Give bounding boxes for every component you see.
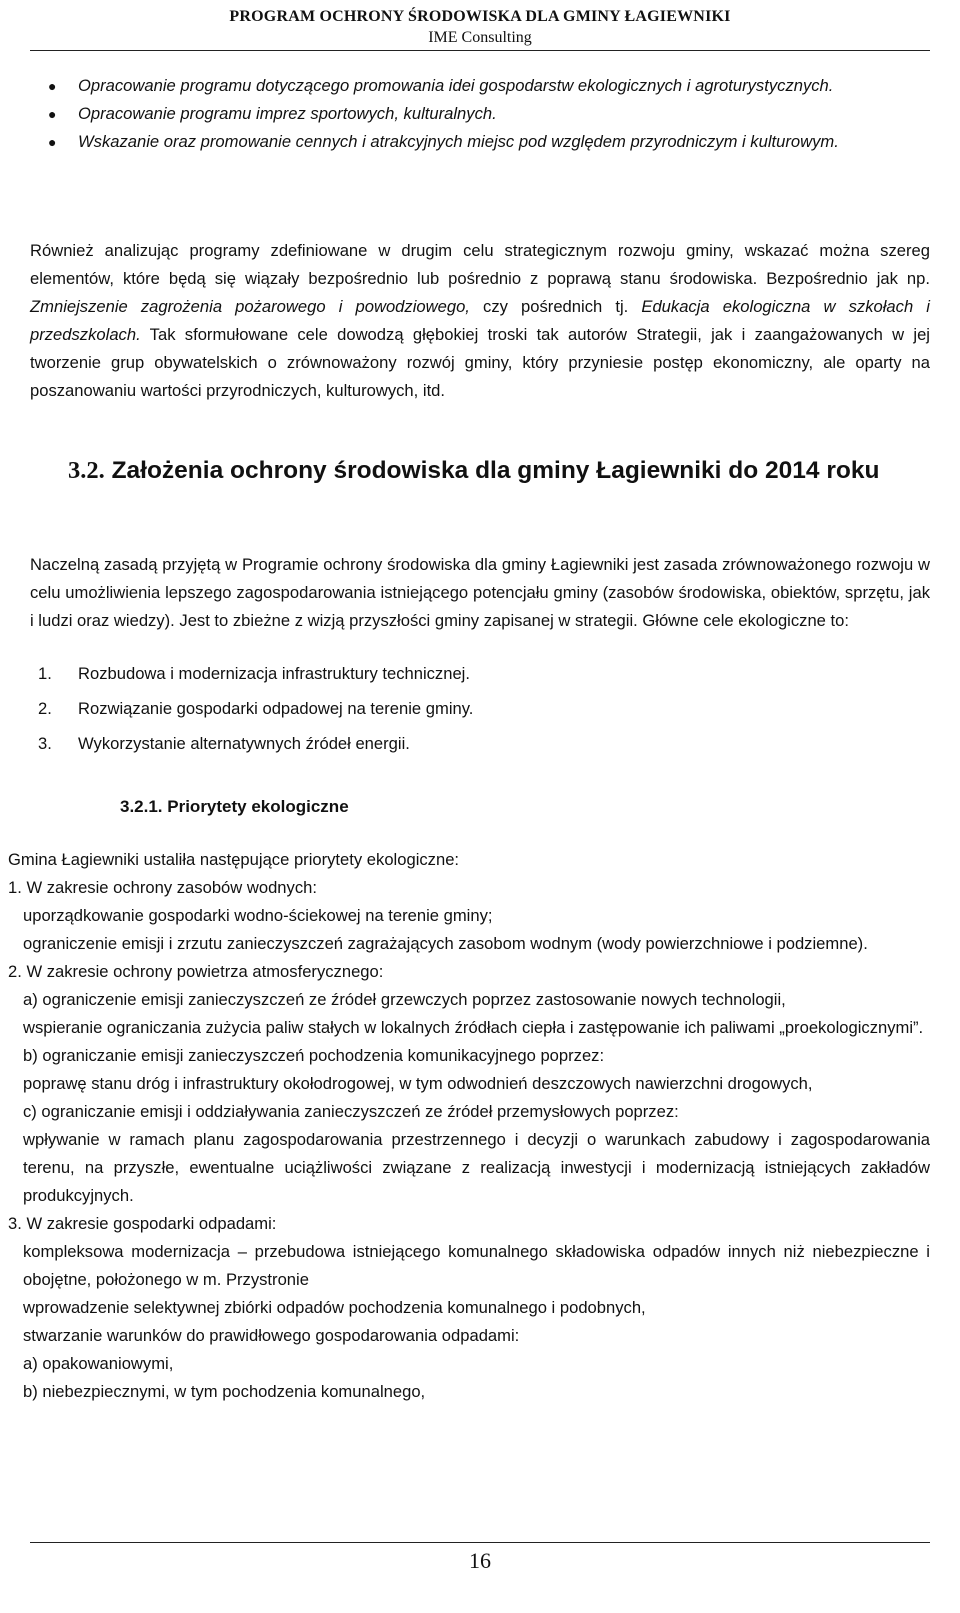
footer-divider — [30, 1542, 930, 1543]
list-item: 3. Wykorzystanie alternatywnych źródeł energii. — [38, 734, 410, 753]
priority-water-heading: 1. W zakresie ochrony zasobów wodnych: — [8, 878, 317, 897]
priority-air-heading: 2. W zakresie ochrony powietrza atmosferycznego: — [8, 962, 384, 981]
priorities-intro: Gmina Łagiewniki ustaliła następujące priorytety ekologiczne: — [8, 850, 460, 869]
list-item: 1. Rozbudowa i modernizacja infrastruktury technicznej. — [38, 664, 470, 683]
bullet-item: ● Wskazanie oraz promowanie cennych i atrakcyjnych miejsc pod względem przyrodniczym i kulturowym. — [38, 128, 930, 156]
priorities-block: Gmina Łagiewniki ustaliła następujące priorytety ekologiczne: 1. W zakresie ochrony zasobów wodnych: uporządkowanie gospodarki wodno-ściekowej na terenie gminy; ograniczenie emisji i zrzutu zanieczyszczeń zagrażających zasobom wodnym (wody powierzchniowe i podziemne). 2. W zakresie ochrony powietrza atmosferycznego: a) ograniczenie emisji zanieczyszczeń ze źródeł grzewczych poprzez zastosowanie nowych technologii, wspieranie ograniczania zużycia paliw stałych w lokalnych źródłach ciepła i zastępowanie ich paliwami „proekologicznymi”. b) ograniczanie emisji zanieczyszczeń pochodzenia komunikacyjnego poprzez: poprawę stanu dróg i infrastruktury okołodrogowej, w tym odwodnień deszczowych nawierzchni drogowych, c) ograniczanie emisji i oddziaływania zanieczyszczeń ze źródeł przemysłowych poprzez: wpływanie w ramach planu zagospodarowania przestrzennego i decyzji o warunkach zabudowy i zagospodarowania terenu, na przyszłe, ewentualne uciążliwości związane z realizacją inwestycji i modernizacją istniejących zakładów produkcyjnych. 3. W zakresie gospodarki odpadami: kompleksowa modernizacja – przebudowa istniejącego komunalnego składowiska odpadów innych niż niebezpieczne i obojętne, położonego w m. Przystronie wprowadzenie selektywnej zbiórki odpadów pochodzenia komunalnego i podobnych, stwarzanie warunków do prawidłowego gospodarowania odpadami: a) opakowaniowymi, b) niebezpiecznymi, w tym pochodzenia komunalnego, — [8, 846, 930, 1406]
page-header — [0, 6, 960, 48]
emphasis-fire-flood: Zmniejszenie zagrożenia pożarowego i powodziowego, — [30, 297, 470, 316]
bullet-dot-icon: ● — [48, 78, 57, 94]
emphasis-education: Edukacja ekologiczna w szkołach i przedszkolach. — [30, 297, 930, 344]
bullet-item: ● Opracowanie programu dotyczącego promowania idei gospodarstw ekologicznych i agroturystycznych. — [38, 72, 930, 100]
section-heading-3-2: 3.2. Założenia ochrony środowiska dla gminy Łagiewniki do 2014 roku — [68, 457, 880, 484]
document-title: PROGRAM OCHRONY ŚRODOWISKA DLA GMINY ŁAGIEWNIKI — [229, 8, 731, 25]
bullet-list — [38, 72, 930, 156]
bullet-item: ● Opracowanie programu imprez sportowych, kulturalnych. — [38, 100, 930, 128]
list-item: 2. Rozwiązanie gospodarki odpadowej na terenie gminy. — [38, 699, 474, 718]
bullet-dot-icon: ● — [48, 134, 57, 150]
bullet-dot-icon: ● — [48, 106, 57, 122]
section-heading-3-2-1: 3.2.1. Priorytety ekologiczne — [120, 797, 349, 816]
paragraph-main-principle: Naczelną zasadą przyjętą w Programie ochrony środowiska dla gminy Łagiewniki jest zasada zrównoważonego rozwoju w celu umożliwienia lepszego zagospodarowania istniejącego potencjału gminy (zasobów środowiska, obiektów, sprzętu, jak i ludzi oraz wiedzy). Jest to zbieżne z wizją przyszłości gminy zapisanej w strategii. Główne cele ekologiczne to: — [30, 555, 930, 630]
paragraph-strategy: Również analizując programy zdefiniowane w drugim celu strategicznym rozwoju gminy, wskazać można szereg elementów, które będą się wiązały bezpośrednio lub pośrednio z poprawą stanu środowiska. Bezpośrednio jak np. Zmniejszenie zagrożenia pożarowego i powodziowego, czy pośrednich tj. Edukacja ekologiczna w szkołach i przedszkolach. Tak sformułowane cele dowodzą głębokiej troski tak autorów Strategii, jak i zaangażowanych w jej tworzenie grup obywatelskich o zrównoważony rozwój gminy, który przyniesie postęp ekonomiczny, ale oparty na poszanowaniu wartości przyrodniczych, kulturowych, itd. — [30, 241, 930, 400]
page-number: 16 — [469, 1548, 491, 1573]
goals-list — [38, 660, 930, 758]
priority-waste-heading: 3. W zakresie gospodarki odpadami: — [8, 1214, 277, 1233]
document-subtitle: IME Consulting — [428, 29, 532, 46]
header-divider — [30, 50, 930, 51]
